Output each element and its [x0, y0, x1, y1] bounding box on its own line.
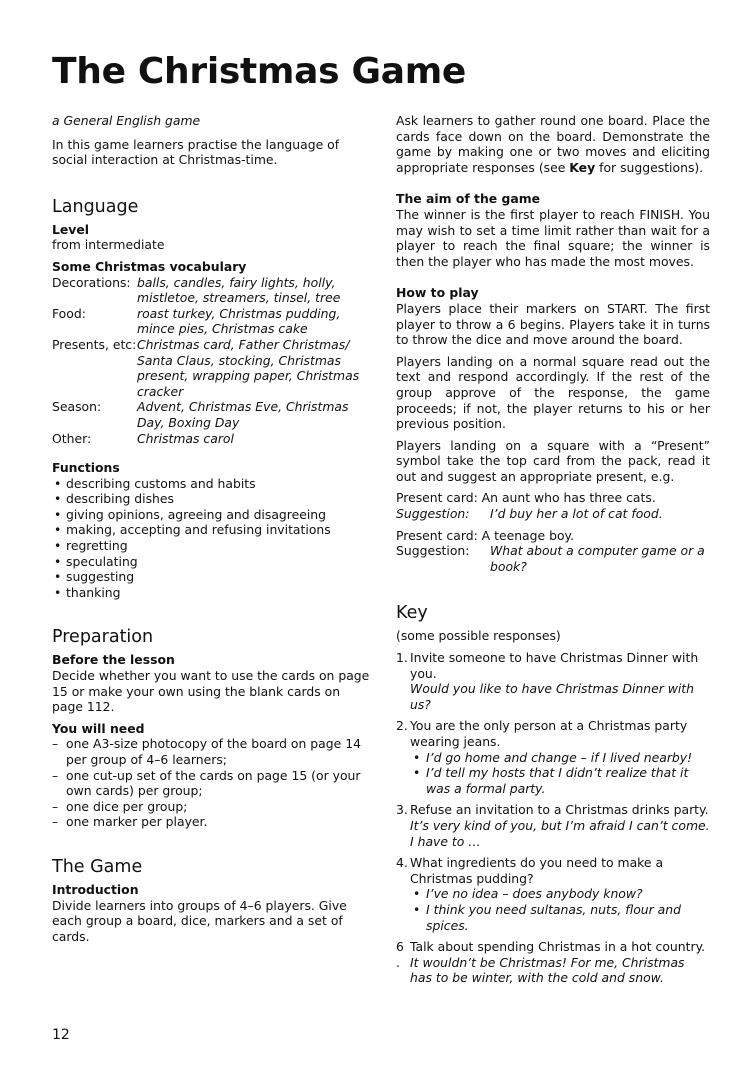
intro-text: In this game learners practise the language of social interaction at Christmas-time.	[52, 136, 340, 168]
vocab-words: Christmas carol	[137, 430, 234, 446]
key-response: • I’d go home and change – if I lived nearby!	[410, 750, 710, 766]
suggestion-text: I’d buy her a lot of cat food.	[490, 506, 663, 522]
vocab-row	[52, 275, 370, 306]
vocab-label: Season:	[52, 399, 102, 415]
how-to-play-paragraph-2: Players landing on a normal square read out the text and respond accordingly. If the rest of the group approve of the response, the game proceeds; if not, the player returns to his or her previous position.	[396, 353, 710, 432]
vocab-words: roast turkey, Christmas pudding, mince pies, Christmas cake	[137, 305, 341, 337]
list-item: • speculating	[52, 554, 370, 570]
key-item	[396, 939, 710, 986]
gather-paragraph	[396, 113, 710, 175]
vocab-list	[52, 275, 370, 447]
example-card-2: Present card: A teenage boy.	[396, 527, 575, 543]
level-heading: Level	[52, 221, 90, 237]
list-item: • describing customs and habits	[52, 476, 370, 492]
key-response: • I’ve no idea – does anybody know?	[410, 886, 710, 902]
needs-list	[52, 736, 370, 830]
key-prompt: Talk about spending Christmas in a hot country.	[410, 939, 706, 955]
key-responses	[410, 886, 710, 933]
suggestion-text: What about a computer game or a book?	[490, 543, 705, 574]
list-item: • describing dishes	[52, 491, 370, 507]
key-item	[396, 718, 710, 796]
example-suggestion-2	[396, 543, 710, 574]
list-item: • thanking	[52, 585, 370, 601]
list-item: • suggesting	[52, 569, 370, 585]
subtitle: a General English game	[52, 113, 201, 128]
you-will-need-heading: You will need	[52, 720, 145, 736]
suggestion-label: Suggestion:	[396, 506, 470, 522]
right-column	[396, 113, 710, 986]
list-item: • regretting	[52, 538, 370, 554]
key-response: • I’d tell my hosts that I didn’t realize that it was a formal party.	[410, 765, 710, 796]
introduction-text: Divide learners into groups of 4–6 players. Give each group a board, dice, markers and a set of cards.	[52, 897, 347, 944]
key-number: 1.	[396, 650, 408, 666]
vocab-words: Christmas card, Father Christmas/ Santa Claus, stocking, Christmas present, wrapping paper, Christmas cracker	[137, 336, 360, 399]
introduction-heading: Introduction	[52, 881, 139, 897]
key-response: It’s very kind of you, but I’m afraid I can’t come. I have to …	[410, 817, 710, 849]
how-to-play-heading: How to play	[396, 285, 479, 301]
example-card-1: Present card: An aunt who has three cats.	[396, 490, 656, 506]
vocab-heading: Some Christmas vocabulary	[52, 258, 247, 274]
page-number: 12	[52, 1027, 70, 1043]
how-to-play-paragraph-3: Players landing on a square with a “Present” symbol take the top card from the pack, read it out and suggest an appropriate present, e.g.	[396, 437, 710, 484]
the-game-heading: The Game	[52, 856, 143, 877]
vocab-label: Presents, etc:	[52, 336, 137, 352]
gather-text-end: for suggestions).	[595, 159, 704, 175]
key-response: It wouldn’t be Christmas! For me, Christmas has to be winter, with the cold and snow.	[410, 954, 685, 986]
key-number: 6 .	[396, 939, 404, 970]
key-number: 4.	[396, 855, 408, 871]
aim-heading: The aim of the game	[396, 191, 541, 207]
list-item: – one marker per player.	[52, 814, 370, 830]
key-response: Would you like to have Christmas Dinner with us?	[410, 681, 695, 712]
key-reference: Key	[569, 159, 596, 175]
language-heading: Language	[52, 196, 139, 217]
list-item: • making, accepting and refusing invitations	[52, 522, 370, 538]
suggestion-label: Suggestion:	[396, 543, 470, 559]
preparation-heading: Preparation	[52, 627, 154, 648]
list-item: – one cut-up set of the cards on page 15 (or your own cards) per group;	[52, 768, 370, 799]
page-title: The Christmas Game	[52, 51, 467, 92]
vocab-row	[52, 306, 370, 337]
key-prompt: What ingredients do you need to make a Christmas pudding?	[410, 855, 664, 886]
vocab-words: Advent, Christmas Eve, Christmas Day, Boxing Day	[137, 399, 349, 430]
before-lesson-heading: Before the lesson	[52, 652, 175, 668]
vocab-label: Decorations:	[52, 274, 131, 290]
key-prompt: You are the only person at a Christmas party wearing jeans.	[410, 718, 688, 749]
key-number: 3.	[396, 802, 408, 818]
key-subheading: (some possible responses)	[396, 628, 561, 644]
key-prompt: Refuse an invitation to a Christmas drinks party.	[410, 802, 709, 818]
key-item	[396, 855, 710, 933]
key-prompt: Invite someone to have Christmas Dinner with you.	[410, 650, 699, 681]
key-item	[396, 802, 710, 849]
how-to-play-paragraph-1: Players place their markers on START. The first player to throw a 6 begins. Players take it in turns to throw the dice and move around the board.	[396, 300, 710, 348]
functions-list	[52, 476, 370, 601]
left-column	[52, 113, 370, 944]
key-heading: Key	[396, 603, 428, 624]
key-responses	[410, 750, 710, 797]
key-number: 2.	[396, 718, 408, 734]
list-item: • giving opinions, agreeing and disagreeing	[52, 507, 370, 523]
key-item	[396, 650, 710, 712]
vocab-words: balls, candles, fairy lights, holly, mistletoe, streamers, tinsel, tree	[137, 274, 341, 306]
gather-text-start: Ask learners to gather round one board. Place the cards face down on the board. Demonstrate the game by making one or two moves and eliciting appropriate responses (see	[396, 113, 710, 175]
example-suggestion-1	[396, 506, 710, 522]
list-item: – one dice per group;	[52, 799, 370, 815]
level-text: from intermediate	[52, 237, 165, 253]
aim-text: The winner is the first player to reach FINISH. You may wish to set a time limit rather than wait for a player to reach the final square; the winner is then the player who has made the most moves.	[396, 206, 710, 269]
vocab-label: Food:	[52, 305, 86, 321]
list-item: – one A3-size photocopy of the board on page 14 per group of 4–6 learners;	[52, 736, 370, 767]
vocab-row	[52, 431, 370, 447]
before-lesson-text: Decide whether you want to use the cards on page 15 or make your own using the blank cards on page 112.	[52, 668, 370, 715]
functions-heading: Functions	[52, 460, 120, 476]
key-response: • I think you need sultanas, nuts, flour and spices.	[410, 902, 710, 933]
vocab-row	[52, 337, 370, 399]
vocab-row	[52, 399, 370, 430]
vocab-label: Other:	[52, 430, 92, 446]
